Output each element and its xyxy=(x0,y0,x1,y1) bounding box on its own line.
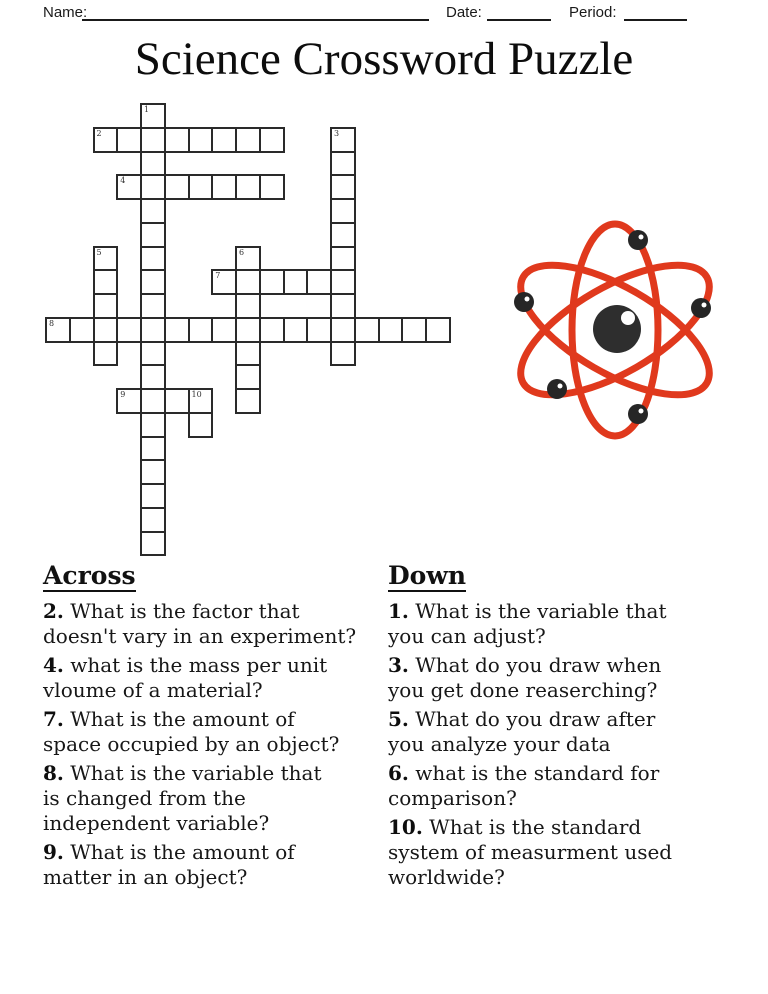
grid-cell[interactable] xyxy=(140,364,166,390)
grid-cell[interactable] xyxy=(330,246,356,272)
grid-cell[interactable] xyxy=(93,341,119,367)
grid-cell-number: 4 xyxy=(120,176,126,186)
clue: 8. What is the variable that is changed from the independent variable? xyxy=(43,761,322,835)
grid-cell[interactable] xyxy=(140,151,166,177)
date-input-line[interactable] xyxy=(487,5,551,21)
grid-cell[interactable] xyxy=(259,317,285,343)
grid-cell[interactable] xyxy=(283,317,309,343)
down-heading: Down xyxy=(388,561,467,590)
grid-cell[interactable] xyxy=(259,174,285,200)
clue: 2. What is the factor that doesn't vary in an experiment? xyxy=(43,599,357,648)
grid-cell[interactable] xyxy=(93,246,119,272)
grid-cell[interactable] xyxy=(140,459,166,485)
period-label: Period: xyxy=(569,4,617,21)
grid-cell[interactable] xyxy=(164,174,190,200)
grid-cell[interactable] xyxy=(330,317,356,343)
grid-cell[interactable] xyxy=(259,269,285,295)
clue-number: 1. xyxy=(388,599,409,623)
grid-cell[interactable] xyxy=(306,317,332,343)
grid-cell[interactable] xyxy=(211,174,237,200)
grid-cell[interactable] xyxy=(116,317,142,343)
grid-cell[interactable] xyxy=(425,317,451,343)
grid-cell-number: 5 xyxy=(96,247,102,257)
electron-icon xyxy=(514,292,534,312)
clue: 10. What is the standard system of measurment used worldwide? xyxy=(388,815,673,889)
electron-icon xyxy=(691,298,711,318)
across-clues-section xyxy=(43,562,391,894)
electron-icon xyxy=(628,404,648,424)
nucleus-highlight xyxy=(621,311,635,325)
period-input-line[interactable] xyxy=(624,5,687,21)
grid-cell[interactable] xyxy=(378,317,404,343)
grid-cell[interactable] xyxy=(140,483,166,509)
electron-icon xyxy=(547,379,567,399)
grid-cell[interactable] xyxy=(330,151,356,177)
nucleus xyxy=(593,305,641,353)
grid-cell[interactable] xyxy=(116,174,142,200)
grid-cell[interactable] xyxy=(140,103,166,129)
grid-cell[interactable] xyxy=(330,174,356,200)
grid-cell[interactable] xyxy=(235,174,261,200)
grid-cell-number: 2 xyxy=(96,128,102,138)
grid-cell[interactable] xyxy=(116,127,142,153)
grid-cell[interactable] xyxy=(140,246,166,272)
grid-cell[interactable] xyxy=(211,127,237,153)
electron-highlight xyxy=(558,384,563,389)
grid-cell-number: 8 xyxy=(49,318,55,328)
grid-cell[interactable] xyxy=(235,293,261,319)
grid-cell[interactable] xyxy=(140,388,166,414)
grid-cell[interactable] xyxy=(69,317,95,343)
grid-cell-number: 6 xyxy=(239,247,245,257)
grid-cell[interactable] xyxy=(188,174,214,200)
grid-cell[interactable] xyxy=(140,293,166,319)
grid-cell[interactable] xyxy=(235,364,261,390)
grid-cell[interactable] xyxy=(235,388,261,414)
grid-cell[interactable] xyxy=(188,412,214,438)
grid-cell[interactable] xyxy=(140,507,166,533)
grid-cell[interactable] xyxy=(330,293,356,319)
grid-cell[interactable] xyxy=(140,436,166,462)
grid-cell[interactable] xyxy=(401,317,427,343)
grid-cell[interactable] xyxy=(140,222,166,248)
atom-illustration xyxy=(500,210,725,450)
grid-cell[interactable] xyxy=(235,127,261,153)
grid-cell[interactable] xyxy=(140,317,166,343)
grid-cell[interactable] xyxy=(93,317,119,343)
clue: 3. What do you draw when you get done reaserching? xyxy=(388,653,662,702)
across-clue-list xyxy=(43,599,391,890)
grid-cell[interactable] xyxy=(259,127,285,153)
grid-cell[interactable] xyxy=(164,317,190,343)
grid-cell-number: 9 xyxy=(120,390,126,399)
electron-highlight xyxy=(702,303,707,308)
clue: 5. What do you draw after you analyze your data xyxy=(388,707,656,756)
electron-icon xyxy=(628,230,648,250)
grid-cell[interactable] xyxy=(45,317,71,343)
clue-number: 9. xyxy=(43,840,64,864)
grid-cell[interactable] xyxy=(93,269,119,295)
grid-cell[interactable] xyxy=(330,269,356,295)
down-clue-list xyxy=(388,599,718,890)
clue-number: 6. xyxy=(388,761,409,785)
electron-highlight xyxy=(639,409,644,414)
down-clues-section xyxy=(388,562,718,894)
clue-number: 5. xyxy=(388,707,409,731)
grid-cell[interactable] xyxy=(306,269,332,295)
grid-cell[interactable] xyxy=(283,269,309,295)
grid-cell-number: 1 xyxy=(144,105,150,114)
grid-cell[interactable] xyxy=(188,388,214,414)
grid-cell-number: 10 xyxy=(191,390,202,399)
page-title: Science Crossword Puzzle xyxy=(134,33,634,85)
grid-cell[interactable] xyxy=(235,317,261,343)
grid-cell[interactable] xyxy=(164,388,190,414)
grid-cell[interactable] xyxy=(330,341,356,367)
grid-cell[interactable] xyxy=(330,127,356,153)
grid-cell[interactable] xyxy=(330,198,356,224)
clue-number: 10. xyxy=(388,815,423,839)
electron-highlight xyxy=(639,235,644,240)
name-label: Name: xyxy=(43,4,88,21)
clue: 6. what is the standard for comparison? xyxy=(388,761,660,810)
clue-number: 7. xyxy=(43,707,64,731)
electron-highlight xyxy=(525,297,530,302)
clue-number: 8. xyxy=(43,761,64,785)
grid-cell[interactable] xyxy=(93,127,119,153)
grid-cell[interactable] xyxy=(164,127,190,153)
grid-cell[interactable] xyxy=(235,246,261,272)
grid-cell[interactable] xyxy=(235,341,261,367)
name-input-line[interactable] xyxy=(82,5,429,21)
clue-number: 3. xyxy=(388,653,409,677)
grid-cell[interactable] xyxy=(354,317,380,343)
across-heading: Across xyxy=(43,561,136,590)
clue: 1. What is the variable that you can adjust? xyxy=(388,599,667,648)
grid-cell[interactable] xyxy=(140,127,166,153)
grid-cell[interactable] xyxy=(140,174,166,200)
clue: 9. What is the amount of matter in an object? xyxy=(43,840,295,889)
grid-cell[interactable] xyxy=(188,317,214,343)
clue: 4. what is the mass per unit vloume of a material? xyxy=(43,653,328,702)
grid-cell[interactable] xyxy=(116,388,142,414)
grid-cell[interactable] xyxy=(211,317,237,343)
grid-cell[interactable] xyxy=(140,412,166,438)
grid-cell[interactable] xyxy=(188,127,214,153)
grid-cell-number: 7 xyxy=(215,271,221,281)
clue-number: 2. xyxy=(43,599,64,623)
grid-cell[interactable] xyxy=(211,269,237,295)
grid-cell[interactable] xyxy=(330,222,356,248)
grid-cell[interactable] xyxy=(140,269,166,295)
grid-cell[interactable] xyxy=(140,198,166,224)
clue-number: 4. xyxy=(43,653,64,677)
clue: 7. What is the amount of space occupied by an object? xyxy=(43,707,340,756)
grid-cell-number: 3 xyxy=(334,128,340,138)
date-label: Date: xyxy=(446,4,482,21)
grid-cell[interactable] xyxy=(93,293,119,319)
grid-cell[interactable] xyxy=(235,269,261,295)
grid-cell[interactable] xyxy=(140,341,166,367)
grid-cell[interactable] xyxy=(140,531,166,557)
